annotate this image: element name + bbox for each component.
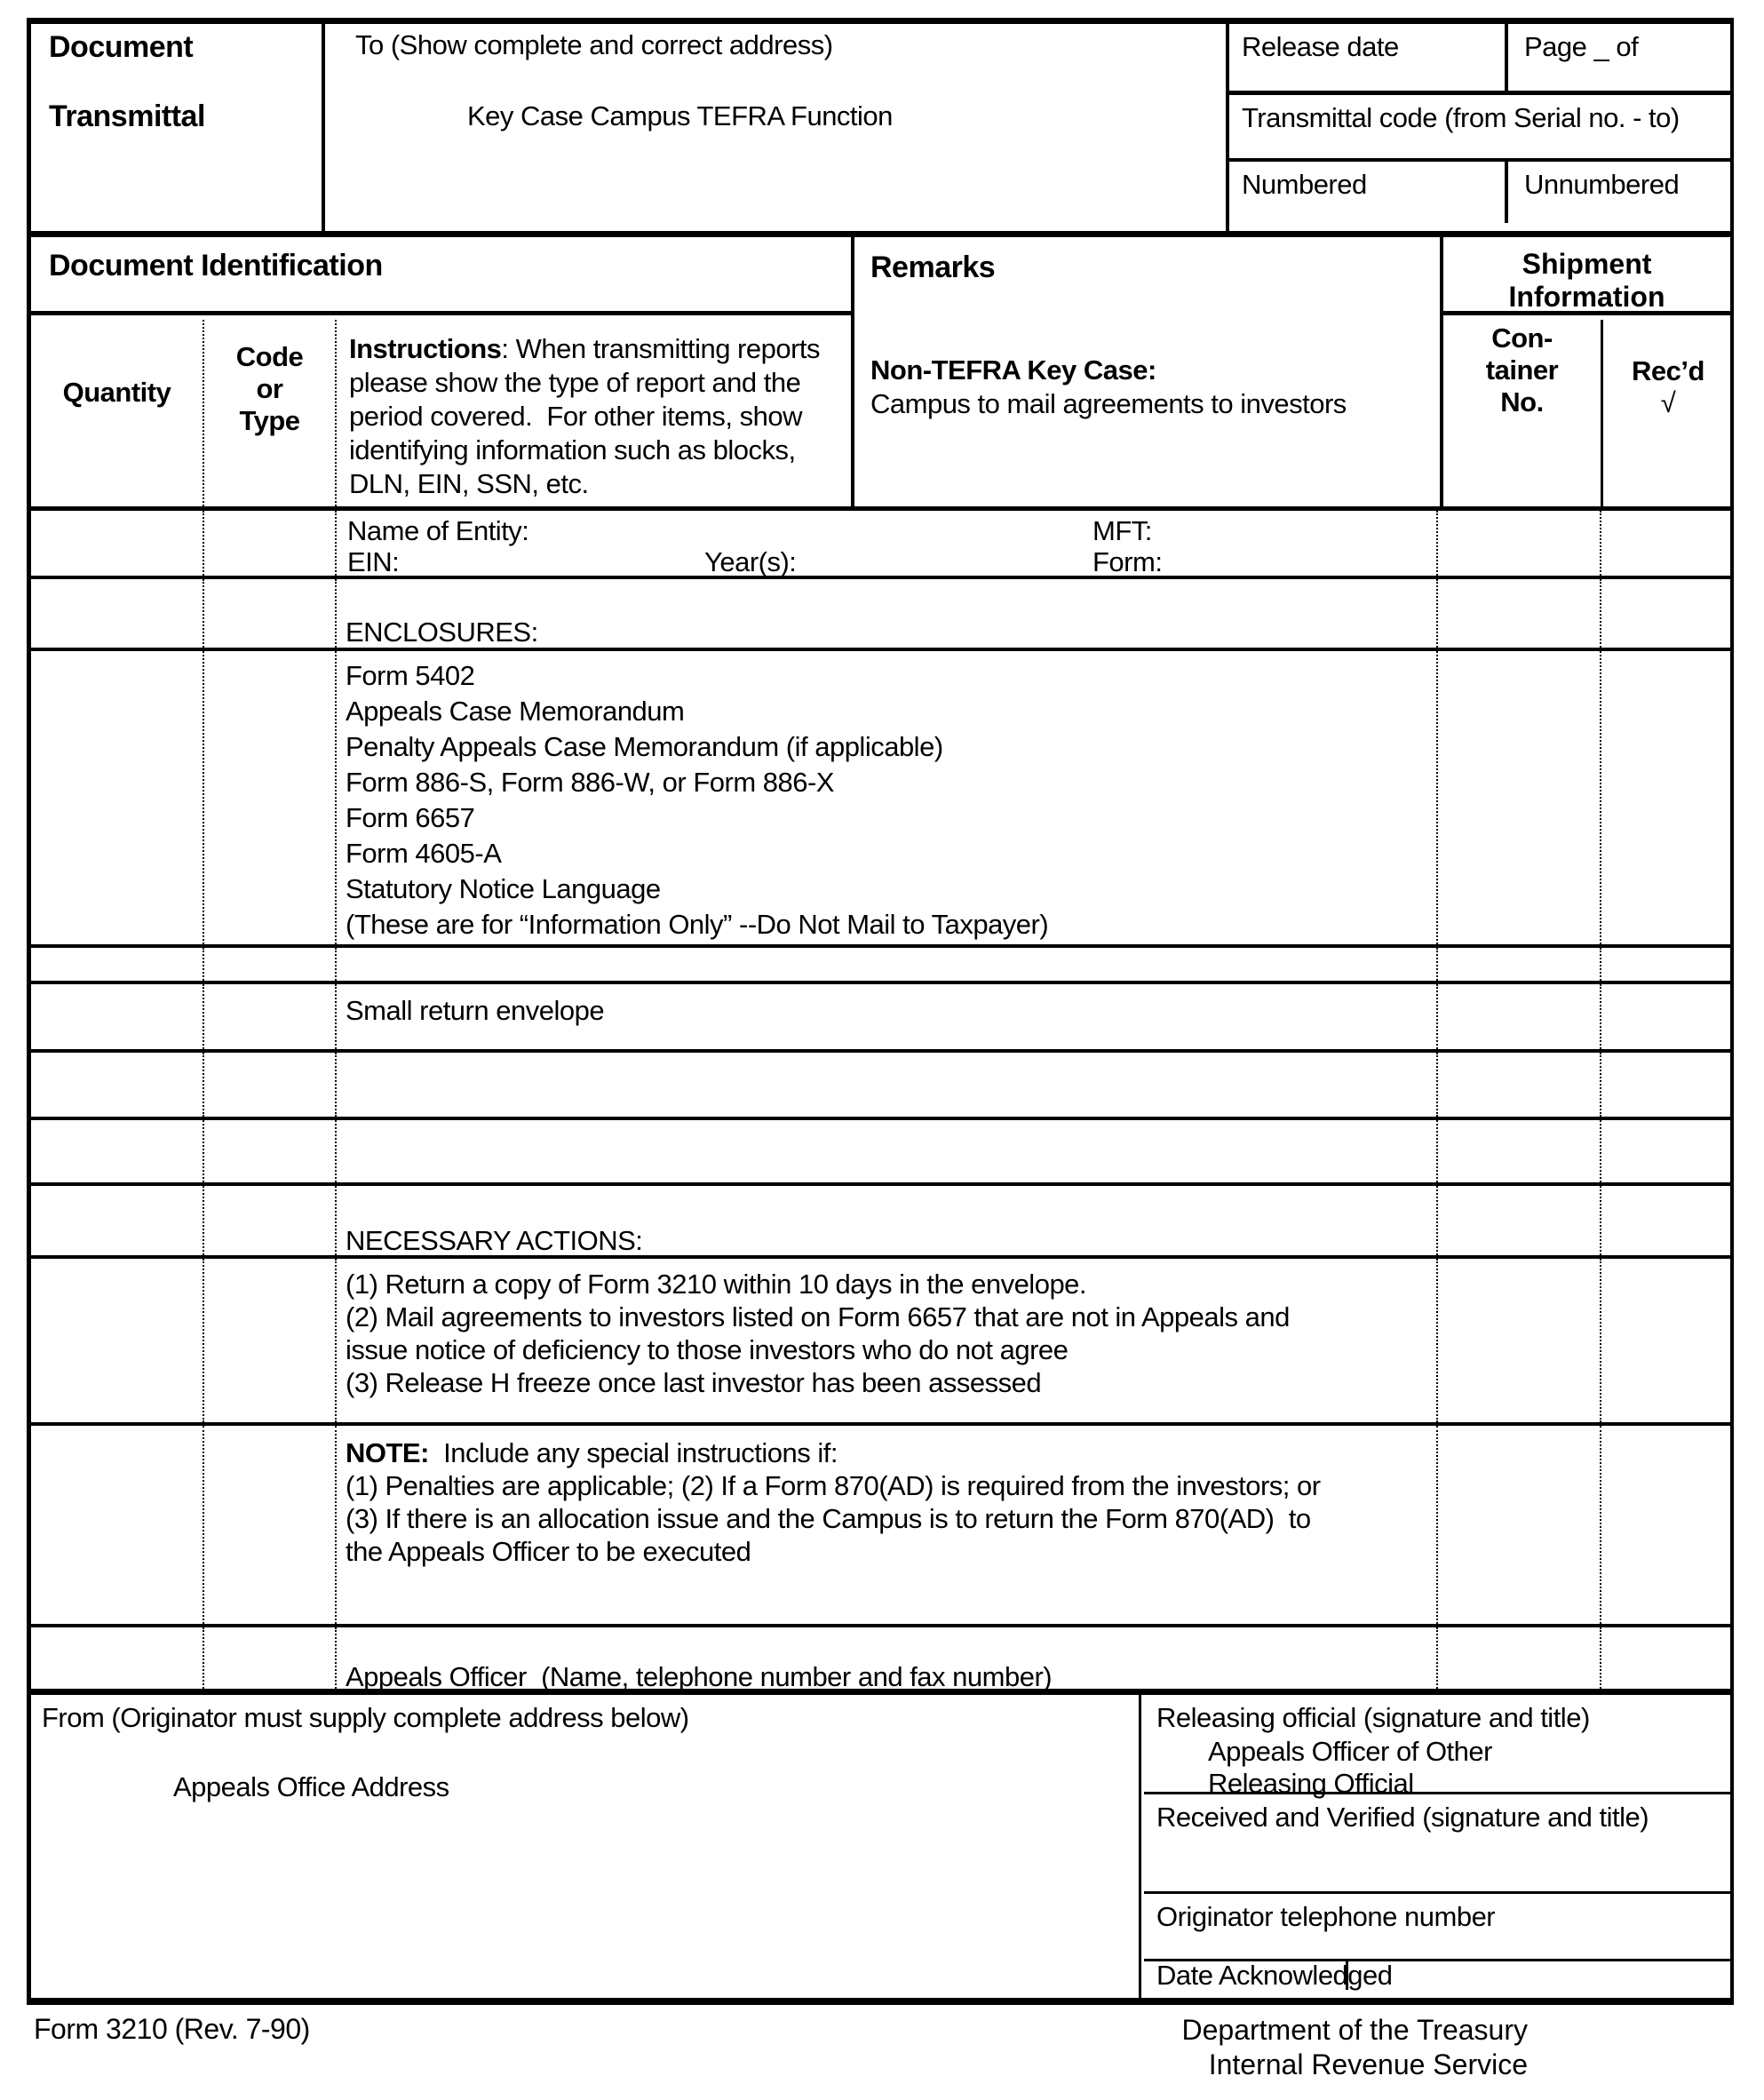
container-header-line1: Con- [1491,322,1553,354]
column-divider [1436,1259,1438,1422]
numbered-label: Numbered [1242,169,1367,200]
received-verified-cell [1144,1794,1730,1894]
column-divider [1436,511,1438,576]
identification-column-headers [31,320,851,506]
necessary-actions-header: NECESSARY ACTIONS: [346,1225,643,1256]
enclosure-line: Form 6657 [346,802,475,833]
column-divider [1436,651,1438,944]
actions-list [346,1268,1421,1399]
column-divider [1436,984,1438,1049]
container-header-line3: No. [1500,386,1544,418]
column-divider [203,511,204,576]
form-label: Form: [1093,546,1163,577]
column-divider [1436,948,1438,981]
column-divider [1600,1053,1601,1117]
enclosure-line: Form 5402 [346,660,475,691]
shipment-information-title [1443,237,1730,315]
table-row-small-envelope [31,984,1730,1053]
column-divider [335,511,337,576]
form-header [27,18,1734,237]
table-row-note [31,1426,1730,1627]
received-verified-label: Received and Verified (signature and title) [1156,1802,1649,1833]
agency-name [977,2013,1528,2082]
column-divider [203,1120,204,1182]
checkmark-glyph: √ [1660,387,1676,418]
column-divider [1436,1627,1438,1689]
column-divider [203,1259,204,1422]
release-date-cell [1229,24,1508,91]
column-divider [203,984,204,1049]
column-divider [1436,1186,1438,1255]
document-identification-title: Document Identification [31,237,851,315]
table-row-appeals-officer [31,1627,1730,1695]
releasing-official-label: Releasing official (signature and title) [1156,1702,1590,1733]
releasing-official-line1: Appeals Officer of Other [1208,1736,1492,1767]
container-no-column-header [1443,320,1603,506]
table-row-enclosures-header [31,579,1730,651]
document-identification-section [31,237,854,506]
column-divider [335,1259,337,1422]
enclosure-line: (These are for “Information Only” --Do Not Mail to Taxpayer) [346,909,1049,940]
table-row-enclosures-list [31,651,1730,948]
column-divider [203,1186,204,1255]
column-divider [203,579,204,648]
originator-phone-cell [1144,1894,1730,1961]
unnumbered-label: Unnumbered [1524,169,1680,200]
container-header-line2: tainer [1485,354,1559,386]
column-divider [203,651,204,944]
column-divider [1600,1426,1601,1624]
to-value: Key Case Campus TEFRA Function [467,100,893,131]
numbered-unnumbered-row [1229,162,1730,223]
column-divider [335,1627,337,1689]
note-intro-text: Include any special instructions if: [428,1437,838,1468]
signature-right-stack [1144,1695,1730,1998]
from-address-value: Appeals Office Address [173,1771,449,1802]
column-divider [1600,651,1601,944]
column-divider [335,948,337,981]
recd-label: Rec’d [1632,355,1704,386]
column-divider [1436,1053,1438,1117]
code-header-line2: or [256,373,283,404]
name-of-entity-label: Name of Entity: [347,515,529,546]
releasing-official-line2: Releasing Official [1208,1768,1414,1799]
column-divider [335,651,337,944]
remarks-section [858,237,1440,506]
column-divider [335,1186,337,1255]
ein-label: EIN: [347,546,400,577]
form-number: Form 3210 (Rev. 7-90) [34,2013,310,2045]
section-headers-band [27,237,1734,511]
years-label: Year(s): [704,546,797,577]
shipment-title-line1: Shipment [1522,248,1652,280]
remarks-key-case-text: Campus to mail agreements to investors [870,388,1347,419]
shipment-title-line2: Information [1508,281,1665,313]
quantity-column-header: Quantity [62,377,171,408]
numbered-cell [1229,162,1508,223]
shipment-information-section [1440,237,1730,506]
from-originator-cell [31,1695,1141,1998]
column-divider [1600,1627,1601,1689]
form-title-line2: Transmittal [49,99,205,133]
enclosure-line: Penalty Appeals Case Memorandum (if applicable) [346,731,943,762]
page-of-cell [1512,24,1730,91]
to-address-cell [325,24,1226,231]
column-divider [203,948,204,981]
enclosures-header: ENCLOSURES: [346,616,538,648]
page-of-label: Page _ of [1524,31,1639,62]
appeals-officer-label: Appeals Officer (Name, telephone number and fax number) [346,1661,1053,1692]
shipment-column-headers [1443,320,1730,506]
column-divider [335,579,337,648]
code-header-line3: Type [239,405,300,436]
instructions-rest: : When transmitting reports please show the type of report and the period covered. For other items, show identifying information such as blocks, DLN, EIN, SSN, etc. [349,333,828,499]
column-divider [1600,1120,1601,1182]
small-envelope-text: Small return envelope [346,995,605,1026]
document-rows [27,511,1734,1695]
recd-column-header [1606,320,1730,506]
code-header-line1: Code [235,341,304,372]
action-line: (2) Mail agreements to investors listed on Form 6657 that are not in Appeals and [346,1301,1290,1332]
form-sheet [27,18,1734,2005]
enclosure-line: Statutory Notice Language [346,873,661,904]
note-intro-line [346,1436,1421,1469]
instructions-text [349,332,851,501]
action-line: issue notice of deficiency to those investors who do not agree [346,1334,1069,1365]
column-divider [203,1627,204,1689]
release-date-label: Release date [1242,31,1399,62]
releasing-official-cell [1144,1695,1730,1799]
column-divider [203,1053,204,1117]
enclosure-line: Form 4605-A [346,838,502,869]
note-bold-word: NOTE: [346,1437,429,1468]
column-divider [1436,1426,1438,1624]
note-block [346,1436,1421,1568]
unnumbered-cell [1512,162,1730,223]
table-row-empty [31,1120,1730,1186]
transmittal-code-cell [1229,95,1730,162]
agency-line2: Internal Revenue Service [1208,2048,1528,2080]
column-divider [1600,984,1601,1049]
action-line: (1) Return a copy of Form 3210 within 10 days in the envelope. [346,1269,1087,1300]
transmittal-code-label: Transmittal code (from Serial no. - to) [1242,102,1680,133]
table-row-actions-list [31,1259,1730,1426]
column-divider [335,1426,337,1624]
signature-section [27,1695,1734,2005]
column-divider [1600,1186,1601,1255]
column-divider [1600,1259,1601,1422]
note-line: (3) If there is an allocation issue and the Campus is to return the Form 870(AD) to [346,1503,1311,1534]
release-date-page-row [1229,24,1730,95]
cell-divider [1346,1961,1348,1990]
column-divider [203,1426,204,1624]
column-divider [1600,579,1601,648]
action-line: (3) Release H freeze once last investor has been assessed [346,1367,1042,1398]
form-title-line1: Document [49,30,194,64]
mft-label: MFT: [1093,515,1152,546]
document-transmittal-cell [31,24,325,231]
table-row-empty [31,948,1730,984]
table-row-entity [31,511,1730,579]
column-divider [1436,579,1438,648]
to-label: To (Show complete and correct address) [355,29,833,60]
agency-line1: Department of the Treasury [1181,2014,1528,2046]
date-acknowledged-label: Date Acknowledged [1156,1960,1393,1991]
remarks-key-case-heading: Non-TEFRA Key Case: [870,354,1156,386]
column-divider [1436,1120,1438,1182]
column-divider [1600,948,1601,981]
header-right-stack [1226,24,1730,231]
date-acknowledged-cell [1144,1961,1730,1990]
column-divider [335,1053,337,1117]
table-row-empty [31,1053,1730,1120]
note-line: the Appeals Officer to be executed [346,1536,751,1567]
column-divider [335,984,337,1049]
enclosures-list [346,658,1421,943]
code-type-column-header [203,320,335,506]
column-divider [335,1120,337,1182]
originator-phone-label: Originator telephone number [1156,1901,1496,1932]
instructions-bold-word: Instructions [349,333,502,364]
enclosure-line: Appeals Case Memorandum [346,696,685,727]
instructions-column-header [335,320,851,506]
remarks-title: Remarks [870,251,996,284]
from-label: From (Originator must supply complete address below) [42,1702,689,1733]
enclosure-line: Form 886-S, Form 886-W, or Form 886-X [346,767,834,798]
note-line: (1) Penalties are applicable; (2) If a Form 870(AD) is required from the investors; or [346,1470,1321,1501]
column-divider [1600,511,1601,576]
table-row-necessary-actions-header [31,1186,1730,1259]
